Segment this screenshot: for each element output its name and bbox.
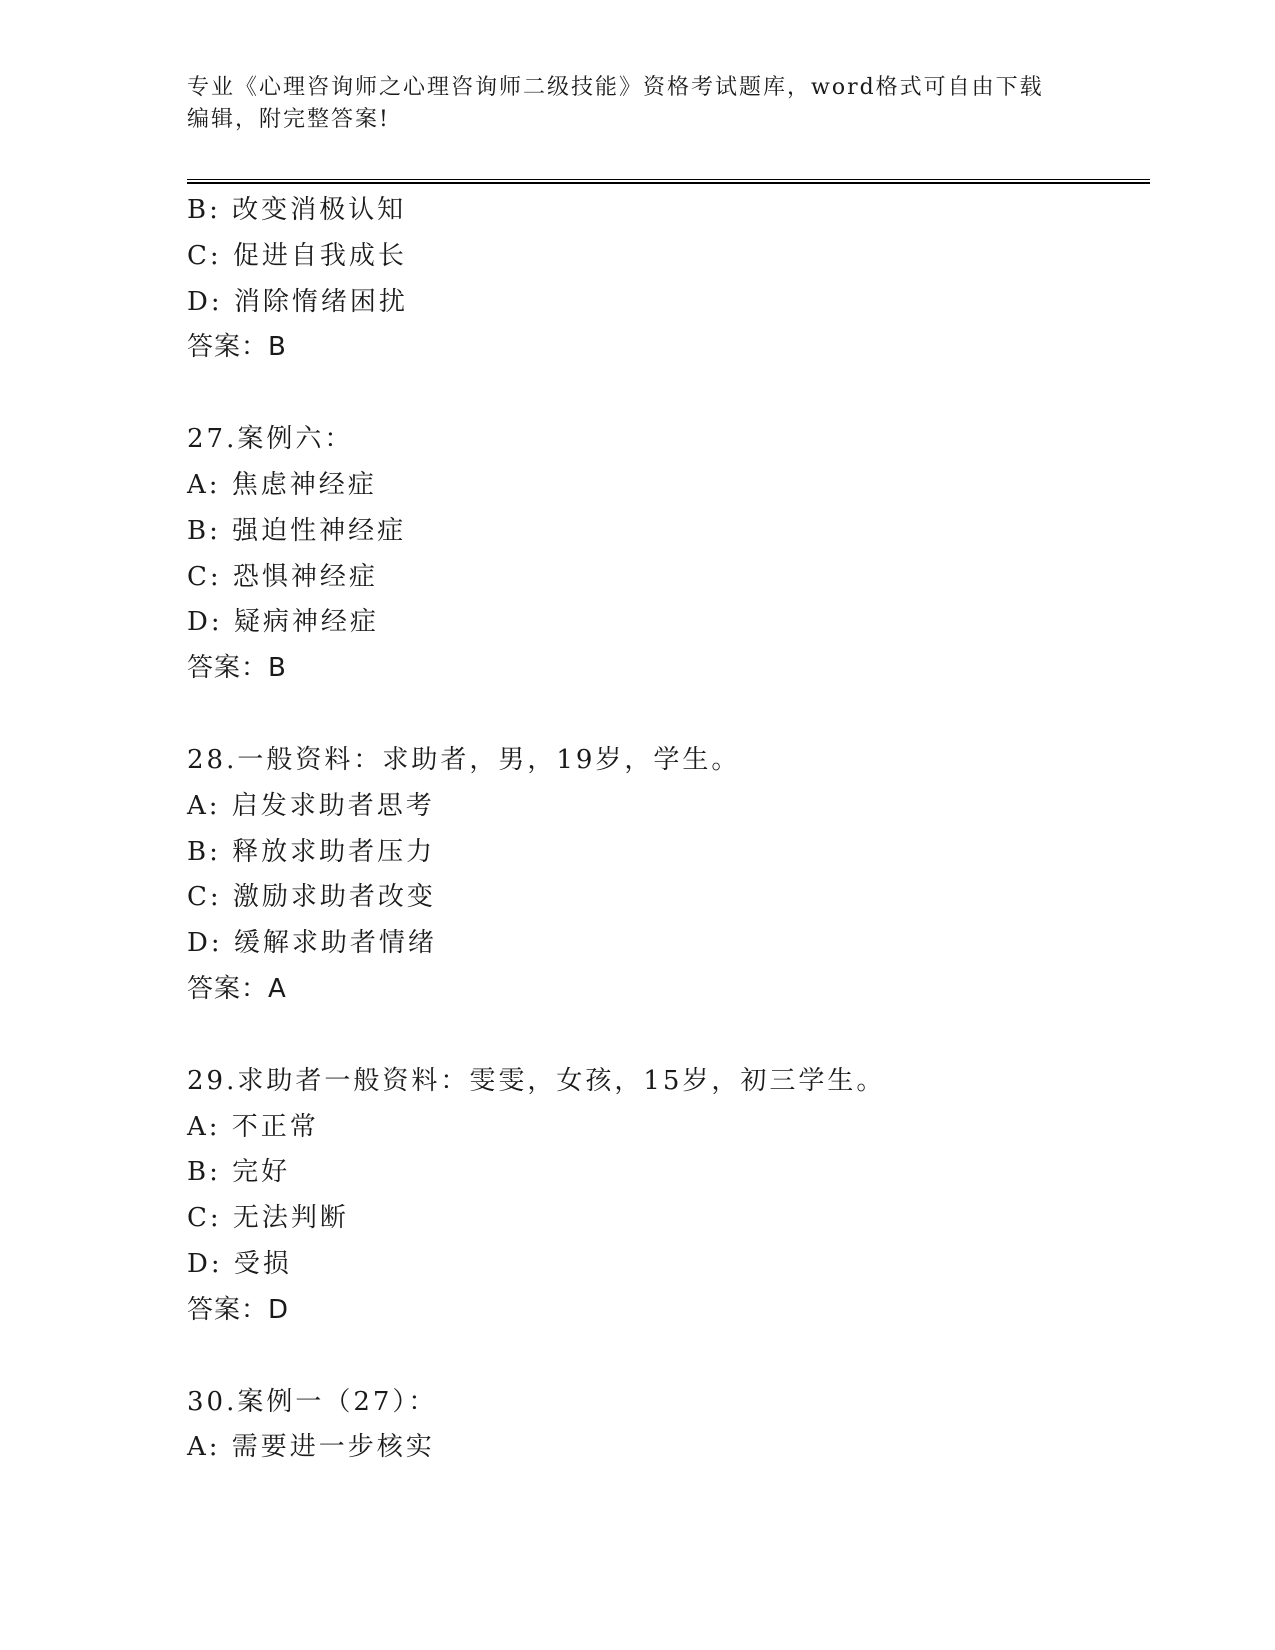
answer-line: 答案：A bbox=[187, 973, 287, 1004]
option-a: A: 启发求助者思考 bbox=[187, 790, 435, 821]
question-stem: 28.一般资料：求助者，男，19岁，学生。 bbox=[187, 744, 741, 775]
option-a: A: 需要进一步核实 bbox=[187, 1432, 435, 1463]
option-b: B: 强迫性神经症 bbox=[187, 515, 407, 546]
option-a: A: 焦虑神经症 bbox=[187, 469, 377, 500]
option-a: A: 不正常 bbox=[187, 1111, 319, 1142]
option-c: C: 激励求助者改变 bbox=[187, 882, 436, 913]
question-27 bbox=[187, 417, 1147, 692]
answer-line: 答案：B bbox=[187, 332, 287, 363]
option-d: D: 受损 bbox=[187, 1248, 292, 1279]
option-d: D: 消除惰绪困扰 bbox=[187, 286, 408, 317]
document-header bbox=[187, 72, 1087, 136]
header-divider bbox=[187, 179, 1150, 184]
question-list bbox=[187, 188, 1147, 1517]
option-b: B: 释放求助者压力 bbox=[187, 836, 436, 867]
option-c: C: 无法判断 bbox=[187, 1203, 349, 1234]
question-29 bbox=[187, 1059, 1147, 1334]
header-line-2: 编辑，附完整答案! bbox=[187, 107, 390, 132]
option-c: C: 促进自我成长 bbox=[187, 240, 407, 271]
question-stem: 27.案例六： bbox=[187, 424, 354, 455]
question-stem: 29.求助者一般资料：雯雯，女孩，15岁，初三学生。 bbox=[187, 1065, 886, 1096]
question-26-tail bbox=[187, 188, 1147, 371]
option-b: B: 完好 bbox=[187, 1157, 291, 1188]
option-d: D: 缓解求助者情绪 bbox=[187, 928, 437, 959]
option-d: D: 疑病神经症 bbox=[187, 607, 379, 638]
answer-line: 答案：D bbox=[187, 1294, 290, 1325]
answer-line: 答案：B bbox=[187, 653, 287, 684]
question-stem: 30.案例一（27）： bbox=[187, 1386, 438, 1417]
option-b: B: 改变消极认知 bbox=[187, 195, 407, 225]
header-line-1: 专业《心理咨询师之心理咨询师二级技能》资格考试题库，word格式可自由下载 bbox=[187, 75, 1044, 100]
option-c: C: 恐惧神经症 bbox=[187, 561, 378, 592]
question-28 bbox=[187, 738, 1147, 1013]
question-30 bbox=[187, 1380, 1147, 1472]
